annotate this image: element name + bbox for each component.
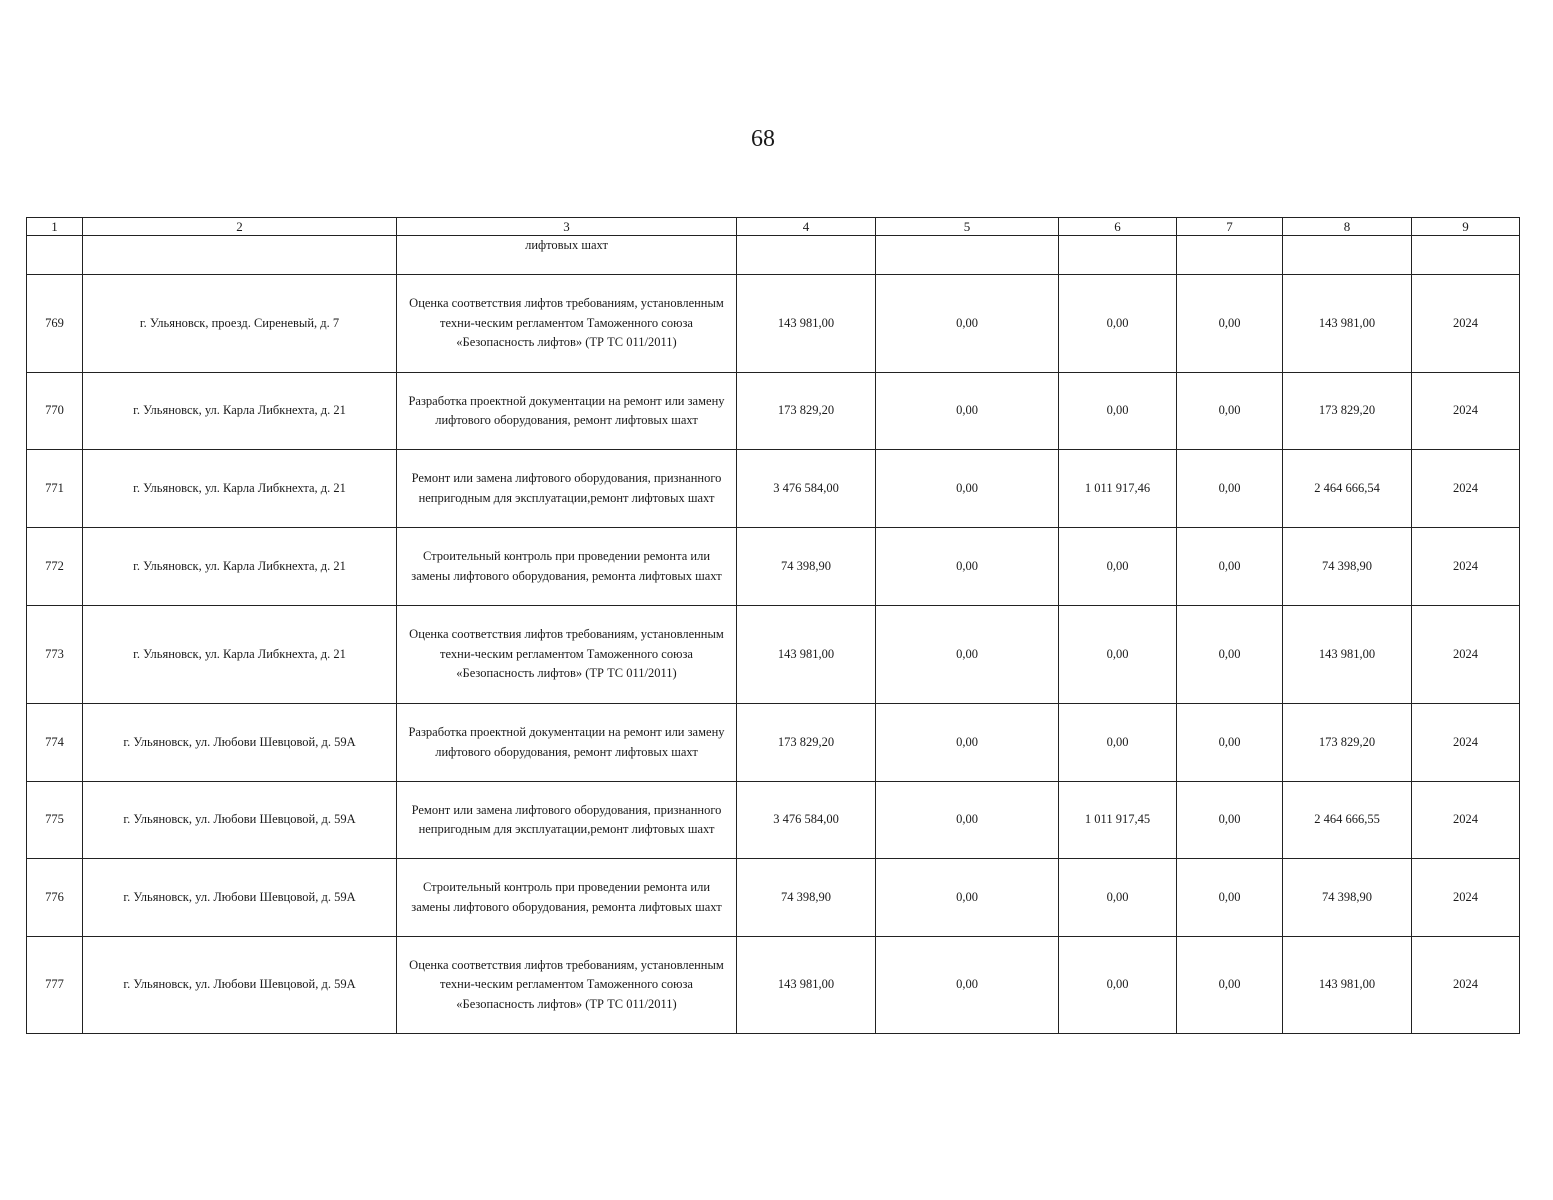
repair-schedule-table: [26, 217, 1520, 1034]
column-number: 1: [27, 218, 83, 236]
cell-col6: 0,00: [1059, 373, 1177, 450]
cell-empty: [1412, 236, 1520, 275]
cell-empty: [876, 236, 1059, 275]
cell-col8: 2 464 666,54: [1283, 450, 1412, 528]
continuation-row: [27, 236, 1520, 275]
cell-year: 2024: [1412, 528, 1520, 606]
cell-row-number: 773: [27, 606, 83, 704]
table-row: [27, 528, 1520, 606]
cell-total-cost: 143 981,00: [737, 606, 876, 704]
cell-col7: 0,00: [1177, 859, 1283, 937]
cell-work-type: Разработка проектной документации на ремонт или замену лифтового оборудования, ремонт лифтовых шахт: [397, 373, 737, 450]
cell-empty: [1283, 236, 1412, 275]
cell-total-cost: 143 981,00: [737, 275, 876, 373]
table-row: [27, 275, 1520, 373]
cell-col7: 0,00: [1177, 606, 1283, 704]
cell-col5: 0,00: [876, 704, 1059, 782]
cell-total-cost: 3 476 584,00: [737, 450, 876, 528]
cell-col6: 0,00: [1059, 859, 1177, 937]
cell-col5: 0,00: [876, 275, 1059, 373]
cell-year: 2024: [1412, 782, 1520, 859]
cell-address: г. Ульяновск, ул. Любови Шевцовой, д. 59А: [83, 704, 397, 782]
cell-total-cost: 74 398,90: [737, 528, 876, 606]
continuation-description: лифтовых шахт: [397, 236, 737, 275]
cell-year: 2024: [1412, 859, 1520, 937]
cell-address: г. Ульяновск, ул. Любови Шевцовой, д. 59А: [83, 782, 397, 859]
cell-address: г. Ульяновск, ул. Карла Либкнехта, д. 21: [83, 450, 397, 528]
cell-address: г. Ульяновск, ул. Карла Либкнехта, д. 21: [83, 373, 397, 450]
table-row: [27, 606, 1520, 704]
table-row: [27, 782, 1520, 859]
cell-col5: 0,00: [876, 859, 1059, 937]
cell-total-cost: 143 981,00: [737, 937, 876, 1034]
cell-row-number: 776: [27, 859, 83, 937]
cell-col5: 0,00: [876, 606, 1059, 704]
column-number: 5: [876, 218, 1059, 236]
cell-total-cost: 3 476 584,00: [737, 782, 876, 859]
cell-col5: 0,00: [876, 373, 1059, 450]
cell-col8: 143 981,00: [1283, 937, 1412, 1034]
cell-row-number: 775: [27, 782, 83, 859]
cell-col6: 0,00: [1059, 528, 1177, 606]
cell-col8: 143 981,00: [1283, 275, 1412, 373]
column-number: 7: [1177, 218, 1283, 236]
table-row: [27, 859, 1520, 937]
cell-col8: 173 829,20: [1283, 704, 1412, 782]
table-row: [27, 704, 1520, 782]
cell-year: 2024: [1412, 606, 1520, 704]
cell-work-type: Ремонт или замена лифтового оборудования, признанного непригодным для эксплуатации,ремонт лифтовых шахт: [397, 450, 737, 528]
cell-year: 2024: [1412, 275, 1520, 373]
cell-col6: 0,00: [1059, 606, 1177, 704]
cell-col8: 74 398,90: [1283, 528, 1412, 606]
cell-col6: 0,00: [1059, 275, 1177, 373]
cell-total-cost: 173 829,20: [737, 373, 876, 450]
cell-col7: 0,00: [1177, 373, 1283, 450]
cell-work-type: Разработка проектной документации на ремонт или замену лифтового оборудования, ремонт лифтовых шахт: [397, 704, 737, 782]
cell-row-number: 777: [27, 937, 83, 1034]
cell-row-number: 769: [27, 275, 83, 373]
cell-work-type: Оценка соответствия лифтов требованиям, установленным техни-ческим регламентом Таможенного союза «Безопасность лифтов» (ТР ТС 011/2011): [397, 937, 737, 1034]
cell-address: г. Ульяновск, проезд. Сиреневый, д. 7: [83, 275, 397, 373]
cell-col8: 74 398,90: [1283, 859, 1412, 937]
cell-col7: 0,00: [1177, 704, 1283, 782]
cell-work-type: Ремонт или замена лифтового оборудования, признанного непригодным для эксплуатации,ремонт лифтовых шахт: [397, 782, 737, 859]
cell-row-number: 774: [27, 704, 83, 782]
column-number: 3: [397, 218, 737, 236]
cell-col7: 0,00: [1177, 275, 1283, 373]
cell-col6: 0,00: [1059, 704, 1177, 782]
cell-year: 2024: [1412, 450, 1520, 528]
column-number: 4: [737, 218, 876, 236]
cell-work-type: Строительный контроль при проведении ремонта или замены лифтового оборудования, ремонта лифтовых шахт: [397, 528, 737, 606]
cell-col8: 143 981,00: [1283, 606, 1412, 704]
table-row: [27, 450, 1520, 528]
cell-col5: 0,00: [876, 782, 1059, 859]
cell-work-type: Оценка соответствия лифтов требованиям, установленным техни-ческим регламентом Таможенного союза «Безопасность лифтов» (ТР ТС 011/2011): [397, 606, 737, 704]
cell-col7: 0,00: [1177, 937, 1283, 1034]
cell-address: г. Ульяновск, ул. Любови Шевцовой, д. 59А: [83, 937, 397, 1034]
cell-empty: [1059, 236, 1177, 275]
table-row: [27, 373, 1520, 450]
column-number: 8: [1283, 218, 1412, 236]
cell-total-cost: 173 829,20: [737, 704, 876, 782]
cell-empty: [737, 236, 876, 275]
cell-work-type: Строительный контроль при проведении ремонта или замены лифтового оборудования, ремонта лифтовых шахт: [397, 859, 737, 937]
cell-address: г. Ульяновск, ул. Любови Шевцовой, д. 59А: [83, 859, 397, 937]
cell-col8: 173 829,20: [1283, 373, 1412, 450]
cell-row-number: 771: [27, 450, 83, 528]
cell-col8: 2 464 666,55: [1283, 782, 1412, 859]
cell-col5: 0,00: [876, 528, 1059, 606]
cell-col7: 0,00: [1177, 782, 1283, 859]
cell-col7: 0,00: [1177, 450, 1283, 528]
cell-year: 2024: [1412, 704, 1520, 782]
cell-col5: 0,00: [876, 450, 1059, 528]
cell-empty: [27, 236, 83, 275]
cell-row-number: 770: [27, 373, 83, 450]
cell-col5: 0,00: [876, 937, 1059, 1034]
cell-year: 2024: [1412, 373, 1520, 450]
cell-address: г. Ульяновск, ул. Карла Либкнехта, д. 21: [83, 606, 397, 704]
column-number-row: [27, 218, 1520, 236]
cell-row-number: 772: [27, 528, 83, 606]
column-number: 9: [1412, 218, 1520, 236]
column-number: 2: [83, 218, 397, 236]
cell-col6: 1 011 917,45: [1059, 782, 1177, 859]
cell-work-type: Оценка соответствия лифтов требованиям, установленным техни-ческим регламентом Таможенного союза «Безопасность лифтов» (ТР ТС 011/2011): [397, 275, 737, 373]
page-number: 68: [751, 126, 775, 152]
cell-col6: 1 011 917,46: [1059, 450, 1177, 528]
cell-empty: [83, 236, 397, 275]
column-number: 6: [1059, 218, 1177, 236]
cell-col7: 0,00: [1177, 528, 1283, 606]
cell-total-cost: 74 398,90: [737, 859, 876, 937]
cell-empty: [1177, 236, 1283, 275]
cell-col6: 0,00: [1059, 937, 1177, 1034]
cell-address: г. Ульяновск, ул. Карла Либкнехта, д. 21: [83, 528, 397, 606]
table-row: [27, 937, 1520, 1034]
cell-year: 2024: [1412, 937, 1520, 1034]
